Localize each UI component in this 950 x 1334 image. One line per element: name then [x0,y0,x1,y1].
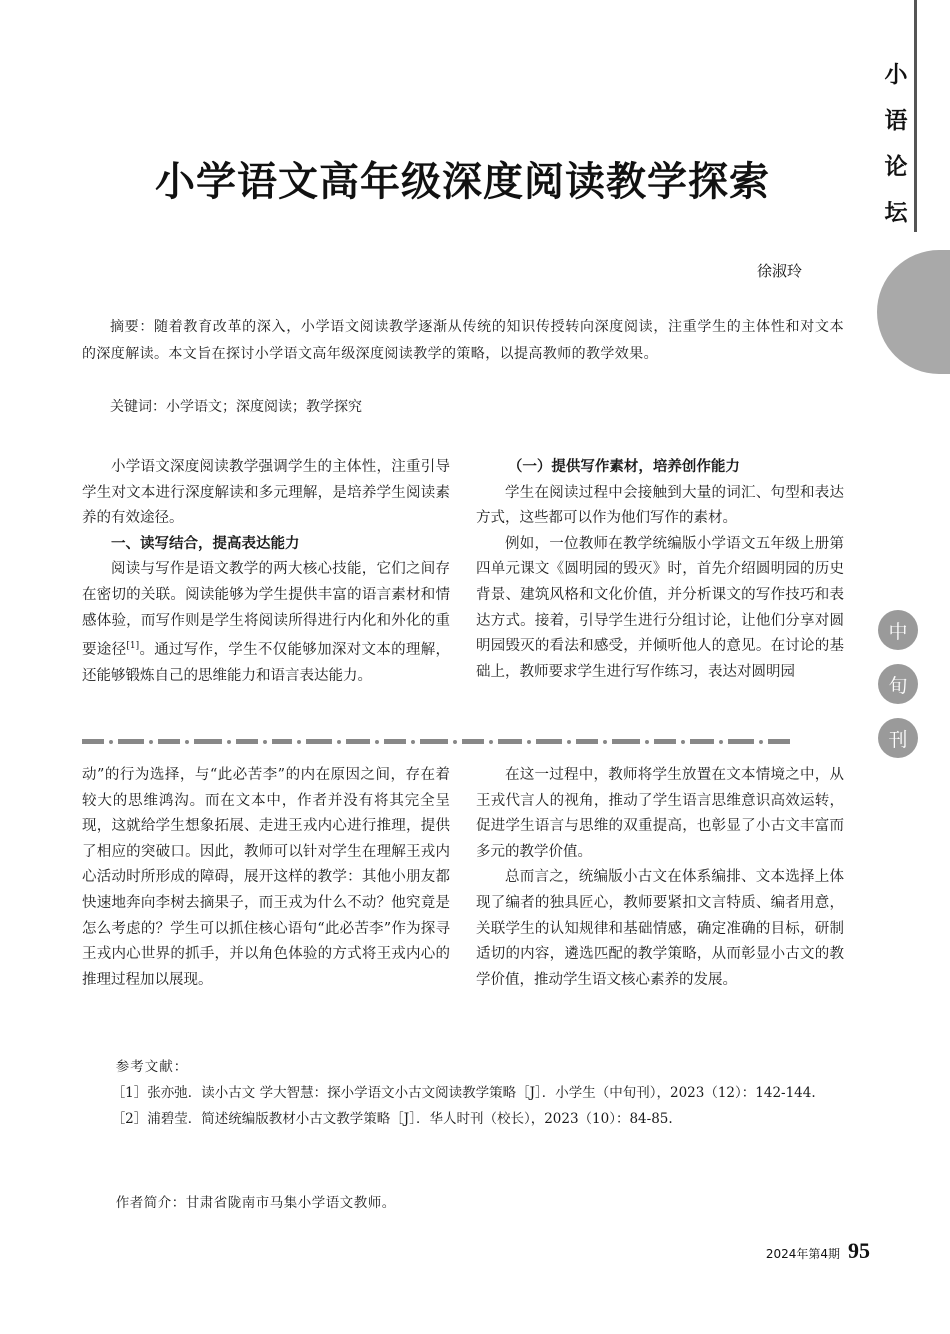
divider-dot [527,740,531,744]
upper-left-column [82,455,450,689]
divider-dash [346,739,370,744]
divider-dash [462,739,484,744]
divider-dash [272,739,292,744]
thumb-tab-decoration [877,250,950,374]
article-author: 徐淑玲 [756,262,802,280]
divider-dot [337,740,341,744]
divider-dot [645,740,649,744]
page-break-divider [82,739,844,744]
keywords: 关键词：小学语文；深度阅读；教学探究 [110,399,362,415]
divider-dash [498,739,522,744]
divider-dot [263,740,267,744]
continued-paragraph: 动”的行为选择，与“此必苦李”的内在原因之间，存在着较大的思维鸿沟。而在文本中，作者并没有将其完全呈现，这就给学生想象拓展、走进王戎内心进行推理，提供了相应的突破口。因此，教师可以针对学生在理解王戎内心活动时所形成的障碍，展开这样的教学：其他小朋友都快速地奔向李树去摘果子，而王戎为什么不动？他究竟是怎么考虑的？学生可以抓住核心语句“此必苦李”作为探寻王戎内心世界的抓手，并以角色体验的方式将王戎内心的推理过程加以展现。 [82,767,450,988]
divider-dash [654,739,676,744]
divider-dot [603,740,607,744]
edition-badge: 刊 [878,718,918,758]
section-heading: 一、读写结合，提高表达能力 [111,535,300,552]
column-char: 语 [884,108,908,134]
subsection-heading: （一）提供写作素材，培养创作能力 [507,459,740,475]
citation-marker: [1] [126,641,140,652]
divider-dash [420,739,448,744]
paragraph-text: 阅读与写作是语文教学的两大核心技能，它们之间存在密切的关联。阅读能够为学生提供丰富的语言素材和情感体验，而写作则是学生将阅读所得进行内化和外化的重要途径 [82,561,450,658]
divider-dot [109,740,113,744]
divider-dash [612,739,640,744]
references [82,1054,844,1132]
column-char: 论 [884,154,908,180]
journal-edition-badges [878,610,918,758]
divider-dot [567,740,571,744]
lower-right-column [476,763,844,993]
divider-dot [759,740,763,744]
reference-item: ［2］浦碧莹．简述统编版教材小古文教学策略［J］．华人时刊（校长），2023（10）：84-85. [111,1111,673,1127]
divider-dot [297,740,301,744]
abstract: 摘要：随着教育改革的深入，小学语文阅读教学逐渐从传统的知识传授转向深度阅读，注重学生的主体性和对文本的深度解读。本文旨在探讨小学语文高年级深度阅读教学的策略，以提高教师的教学效果。 [82,319,844,362]
divider-dash [118,739,144,744]
divider-dot [719,740,723,744]
divider-dot [453,740,457,744]
column-char: 小 [884,62,908,88]
edition-badge: 旬 [878,664,918,704]
divider-dot [681,740,685,744]
body-paragraph: 在这一过程中，教师将学生放置在文本情境之中，从王戎代言人的视角，推动了学生语言思维意识高效运转，促进学生语言与思维的双重提高，也彰显了小古文丰富而多元的教学价值。 [476,767,844,860]
intro-paragraph: 小学语文深度阅读教学强调学生的主体性，注重引导学生对文本进行深度解读和多元理解，是培养学生阅读素养的有效途径。 [82,459,450,527]
divider-dot [149,740,153,744]
edition-badge: 中 [878,610,918,650]
divider-dash [236,739,258,744]
issue-label: 2024年第4期 [765,1247,840,1261]
column-name-vertical [874,52,918,236]
divider-dash [728,739,754,744]
divider-dot [227,740,231,744]
divider-dot [375,740,379,744]
reference-item: ［1］张亦弛．读小古文 学大智慧：探小学语文小古文阅读教学策略［J］．小学生（中旬刊），2023（12）：142-144. [111,1085,816,1101]
divider-dash [690,739,714,744]
divider-dash [194,739,222,744]
divider-dash [536,739,562,744]
page-footer [700,1238,870,1264]
references-heading: 参考文献： [115,1059,189,1075]
subsection-paragraph: 学生在阅读过程中会接触到大量的词汇、句型和表达方式，这些都可以作为他们写作的素材。 [476,484,844,527]
column-char: 坛 [884,200,908,226]
divider-dash [158,739,180,744]
divider-dash [306,739,332,744]
conclusion-paragraph: 总而言之，统编版小古文在体系编排、文本选择上体现了编者的独具匠心，教师要紧扣文言特质、编者用意，关联学生的认知规律和基础情感，确定准确的目标，研制适切的内容，遴选匹配的教学策略，从而彰显小古文的教学价值，推动学生语文核心素养的发展。 [476,869,844,988]
section-paragraph [82,557,450,689]
subsection-paragraph: 例如，一位教师在教学统编版小学语文五年级上册第四单元课文《圆明园的毁灭》时，首先介绍圆明园的历史背景、建筑风格和文化价值，并分析课文的写作技巧和表达方式。接着，引导学生进行分组讨论，让他们分享对圆明园毁灭的看法和感受，并倾听他人的意见。在讨论的基础上，教师要求学生进行写作练习，表达对圆明园 [476,535,844,680]
upper-right-column [476,455,844,685]
page-number: 95 [848,1238,870,1263]
paragraph-text: 。通过写作，学生不仅能够加深对文本的理解，还能够锻炼自己的思维能力和语言表达能力。 [82,641,450,684]
author-bio: 作者简介：甘肃省陇南市马集小学语文教师。 [115,1195,396,1211]
divider-dot [489,740,493,744]
divider-dash [768,739,790,744]
divider-dash [384,739,406,744]
divider-dot [411,740,415,744]
divider-dash [82,739,104,744]
article-title: 小学语文高年级深度阅读教学探索 [155,159,770,205]
divider-dash [576,739,598,744]
divider-dot [185,740,189,744]
lower-left-column [82,763,450,993]
